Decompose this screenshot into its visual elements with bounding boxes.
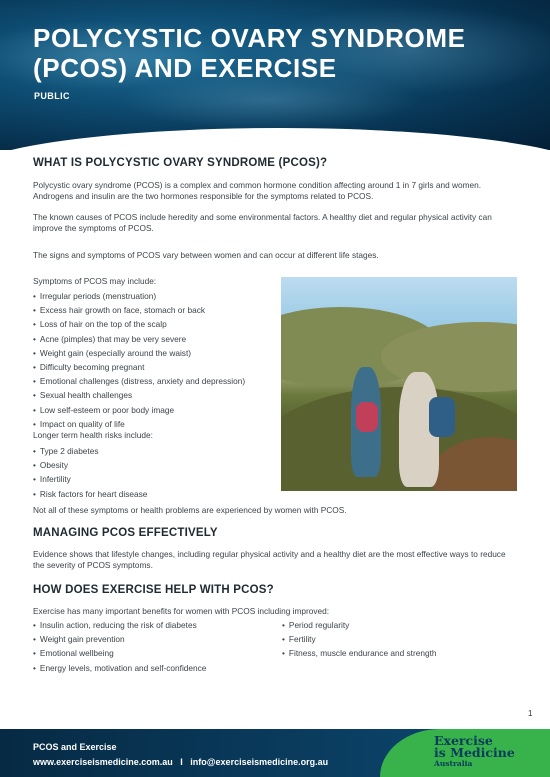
list-item: • Acne (pimples) that may be very severe bbox=[33, 332, 245, 346]
risks-list bbox=[33, 444, 147, 501]
header-banner bbox=[0, 0, 550, 150]
list-item: • Risk factors for heart disease bbox=[33, 487, 147, 501]
list-item: • Weight gain (especially around the waist) bbox=[33, 346, 245, 360]
backpack bbox=[429, 397, 455, 437]
list-item: • Obesity bbox=[33, 458, 147, 472]
title-line-2: (PCOS) AND EXERCISE bbox=[33, 53, 337, 83]
list-item: • Period regularity bbox=[282, 618, 437, 632]
list-item: • Energy levels, motivation and self-confidence bbox=[33, 661, 206, 675]
section-heading-managing-pcos: MANAGING PCOS EFFECTIVELY bbox=[33, 527, 218, 539]
paragraph: Polycystic ovary syndrome (PCOS) is a complex and common hormone condition affecting around 1 in 7 girls and women. Androgens and insulin are the two hormones responsible for the symptoms related to PCOS. bbox=[33, 180, 482, 202]
exercise-is-medicine-logo bbox=[434, 735, 515, 770]
list-item: • Low self-esteem or poor body image bbox=[33, 403, 245, 417]
logo-line-2: is Medicine bbox=[434, 745, 515, 760]
paragraph: Evidence shows that lifestyle changes, including regular physical activity and a healthy diet are the most effective ways to reduce the severity of PCOS symptoms. bbox=[33, 549, 506, 571]
footer-bar bbox=[0, 729, 550, 777]
benefits-intro: Exercise has many important benefits for women with PCOS including improved: bbox=[33, 606, 330, 616]
hikers-photo bbox=[281, 277, 517, 491]
paragraph: The signs and symptoms of PCOS vary between women and can occur at different life stages. bbox=[33, 250, 379, 260]
list-item: • Sexual health challenges bbox=[33, 388, 245, 402]
footer-separator: I bbox=[180, 757, 183, 767]
list-item: • Loss of hair on the top of the scalp bbox=[33, 317, 245, 331]
symptoms-list bbox=[33, 289, 245, 431]
list-item: • Excess hair growth on face, stomach or back bbox=[33, 303, 245, 317]
logo-line-1: Exercise bbox=[434, 733, 493, 748]
list-item: • Type 2 diabetes bbox=[33, 444, 147, 458]
title-line-1: POLYCYSTIC OVARY SYNDROME bbox=[33, 23, 466, 53]
website-link[interactable]: www.exerciseismedicine.com.au bbox=[33, 757, 173, 767]
header-curve bbox=[0, 128, 550, 150]
list-item: • Weight gain prevention bbox=[33, 632, 206, 646]
footer-doc-title: PCOS and Exercise bbox=[33, 742, 117, 752]
list-item: • Difficulty becoming pregnant bbox=[33, 360, 245, 374]
list-item: • Emotional challenges (distress, anxiety and depression) bbox=[33, 374, 245, 388]
page-title bbox=[33, 23, 466, 83]
list-item: • Infertility bbox=[33, 472, 147, 486]
logo-line-3: Australia bbox=[434, 759, 473, 768]
benefits-list-right bbox=[282, 618, 437, 661]
list-item: • Impact on quality of life bbox=[33, 417, 245, 431]
footer-contact-line bbox=[33, 757, 328, 767]
backpack bbox=[356, 402, 378, 432]
section-heading-exercise-help: HOW DOES EXERCISE HELP WITH PCOS? bbox=[33, 584, 274, 596]
list-item: • Fitness, muscle endurance and strength bbox=[282, 646, 437, 660]
list-item: • Insulin action, reducing the risk of diabetes bbox=[33, 618, 206, 632]
section-heading-what-is-pcos: WHAT IS POLYCYSTIC OVARY SYNDROME (PCOS)? bbox=[33, 157, 328, 169]
email-link[interactable]: info@exerciseismedicine.org.au bbox=[190, 757, 329, 767]
paragraph: The known causes of PCOS include heredity and some environmental factors. A healthy diet and regular physical activity can improve the symptoms of PCOS. bbox=[33, 212, 492, 234]
benefits-list-left bbox=[33, 618, 206, 675]
list-item: • Irregular periods (menstruation) bbox=[33, 289, 245, 303]
list-item: • Emotional wellbeing bbox=[33, 646, 206, 660]
paragraph: Not all of these symptoms or health problems are experienced by women with PCOS. bbox=[33, 505, 347, 515]
classification-label: PUBLIC bbox=[34, 91, 70, 101]
page-number: 1 bbox=[528, 709, 533, 718]
list-item: • Fertility bbox=[282, 632, 437, 646]
symptoms-intro: Symptoms of PCOS may include: bbox=[33, 276, 157, 286]
risks-intro: Longer term health risks include: bbox=[33, 430, 153, 440]
